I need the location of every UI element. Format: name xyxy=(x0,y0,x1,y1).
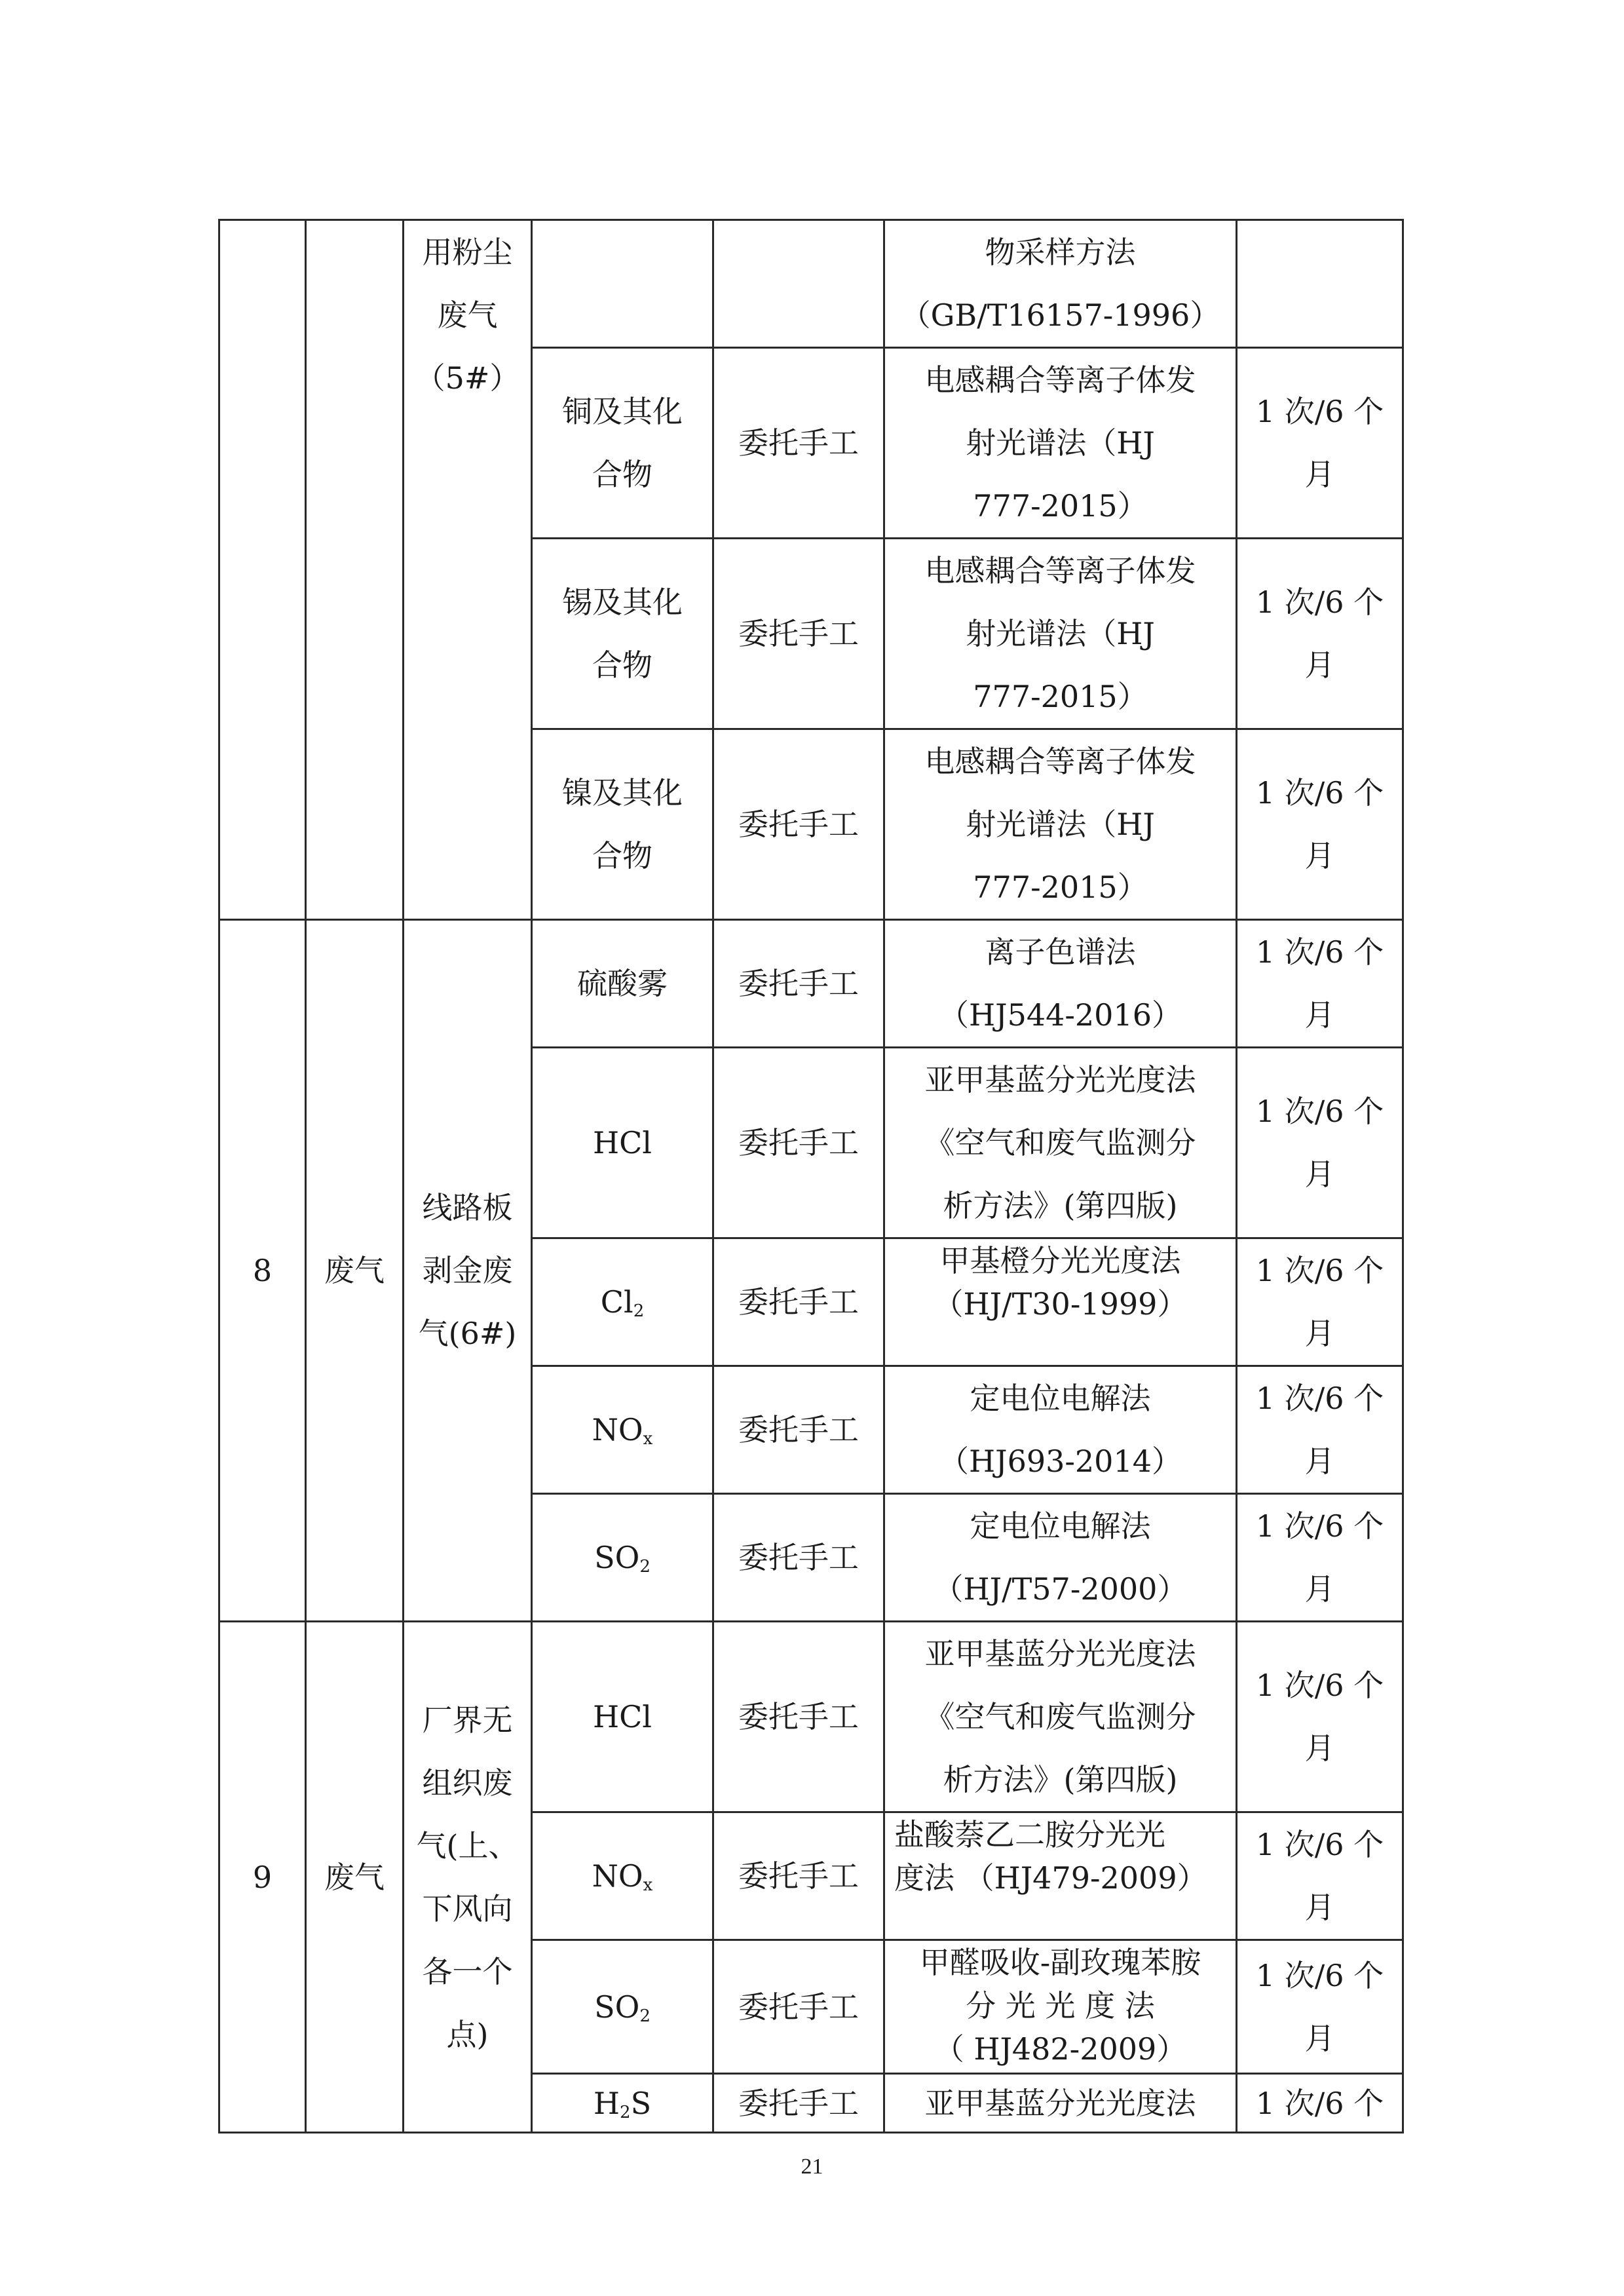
standard-cell: 电感耦合等离子体发 射光谱法（HJ 777-2015） xyxy=(884,539,1237,729)
pollutant-cell: 锡及其化 合物 xyxy=(532,539,713,729)
frequency-cell: 1 次/6 个 月 xyxy=(1237,348,1403,539)
frequency-cell: 1 次/6 个 月 xyxy=(1237,1622,1403,1812)
standard-cell: 甲醛吸收-副玫瑰苯胺 分 光 光 度 法 （ HJ482-2009） xyxy=(884,1940,1237,2074)
standard-cell: 盐酸萘乙二胺分光光 度法 （HJ479-2009） xyxy=(884,1812,1237,1940)
no-cell xyxy=(219,220,306,920)
type-cell: 废气 xyxy=(306,1622,404,2133)
pollutant-cell: 硫酸雾 xyxy=(532,920,713,1048)
method-cell: 委托手工 xyxy=(713,539,884,729)
type-cell: 废气 xyxy=(306,920,404,1622)
standard-cell: 离子色谱法 （HJ544-2016） xyxy=(884,920,1237,1048)
method-cell: 委托手工 xyxy=(713,1940,884,2074)
monitoring-table xyxy=(218,219,1404,2133)
table-row xyxy=(219,1622,1403,1812)
standard-cell: 电感耦合等离子体发 射光谱法（HJ 777-2015） xyxy=(884,348,1237,539)
table-row xyxy=(219,220,1403,348)
frequency-cell: 1 次/6 个 月 xyxy=(1237,1048,1403,1238)
pollutant-cell: 铜及其化 合物 xyxy=(532,348,713,539)
page-number: 21 xyxy=(801,2154,823,2179)
pollutant-cell: HCl xyxy=(532,1622,713,1812)
source-cell: 厂界无 组织废 气(上、 下风向 各一个 点) xyxy=(404,1622,532,2133)
standard-cell: 亚甲基蓝分光光度法 《空气和废气监测分 析方法》(第四版) xyxy=(884,1048,1237,1238)
source-cell: 线路板 剥金废 气(6#) xyxy=(404,920,532,1622)
method-cell: 委托手工 xyxy=(713,1812,884,1940)
method-cell: 委托手工 xyxy=(713,1238,884,1366)
pollutant-cell: $SO_2$ xyxy=(532,1940,713,2074)
pollutant-cell: 镍及其化 合物 xyxy=(532,729,713,920)
table-row xyxy=(219,920,1403,1048)
standard-cell: 亚甲基蓝分光光度法 《空气和废气监测分 析方法》(第四版) xyxy=(884,1622,1237,1812)
frequency-cell: 1 次/6 个 月 xyxy=(1237,1494,1403,1622)
frequency-cell: 1 次/6 个 月 xyxy=(1237,539,1403,729)
pollutant-cell: $SO_2$ xyxy=(532,1494,713,1622)
pollutant-cell: HCl xyxy=(532,1048,713,1238)
frequency-cell: 1 次/6 个 月 xyxy=(1237,1366,1403,1494)
standard-cell: 电感耦合等离子体发 射光谱法（HJ 777-2015） xyxy=(884,729,1237,920)
frequency-cell: 1 次/6 个 月 xyxy=(1237,920,1403,1048)
frequency-cell: 1 次/6 个 月 xyxy=(1237,1940,1403,2074)
method-cell: 委托手工 xyxy=(713,348,884,539)
standard-cell: 定电位电解法 （HJ693-2014） xyxy=(884,1366,1237,1494)
frequency-cell: 1 次/6 个 xyxy=(1237,2074,1403,2133)
frequency-cell: 1 次/6 个 月 xyxy=(1237,1812,1403,1940)
standard-cell: 定电位电解法 （HJ/T57-2000） xyxy=(884,1494,1237,1622)
pollutant-cell: $NO_x$ xyxy=(532,1366,713,1494)
pollutant-cell: $Cl_2$ xyxy=(532,1238,713,1366)
frequency-cell: 1 次/6 个 月 xyxy=(1237,729,1403,920)
method-cell: 委托手工 xyxy=(713,1494,884,1622)
frequency-cell: 1 次/6 个 月 xyxy=(1237,1238,1403,1366)
method-cell: 委托手工 xyxy=(713,1366,884,1494)
method-cell: 委托手工 xyxy=(713,1622,884,1812)
method-cell xyxy=(713,220,884,348)
method-cell: 委托手工 xyxy=(713,1048,884,1238)
source-cell: 用粉尘 废气 （5#） xyxy=(404,220,532,920)
pollutant-cell: $H_2S$ xyxy=(532,2074,713,2133)
frequency-cell xyxy=(1237,220,1403,348)
standard-cell: 亚甲基蓝分光光度法 xyxy=(884,2074,1237,2133)
type-cell xyxy=(306,220,404,920)
no-cell: 8 xyxy=(219,920,306,1622)
standard-cell: 物采样方法 （GB/T16157-1996） xyxy=(884,220,1237,348)
method-cell: 委托手工 xyxy=(713,729,884,920)
pollutant-cell: $NO_x$ xyxy=(532,1812,713,1940)
standard-cell: 甲基橙分光光度法 （HJ/T30-1999） xyxy=(884,1238,1237,1366)
method-cell: 委托手工 xyxy=(713,920,884,1048)
pollutant-cell xyxy=(532,220,713,348)
method-cell: 委托手工 xyxy=(713,2074,884,2133)
no-cell: 9 xyxy=(219,1622,306,2133)
